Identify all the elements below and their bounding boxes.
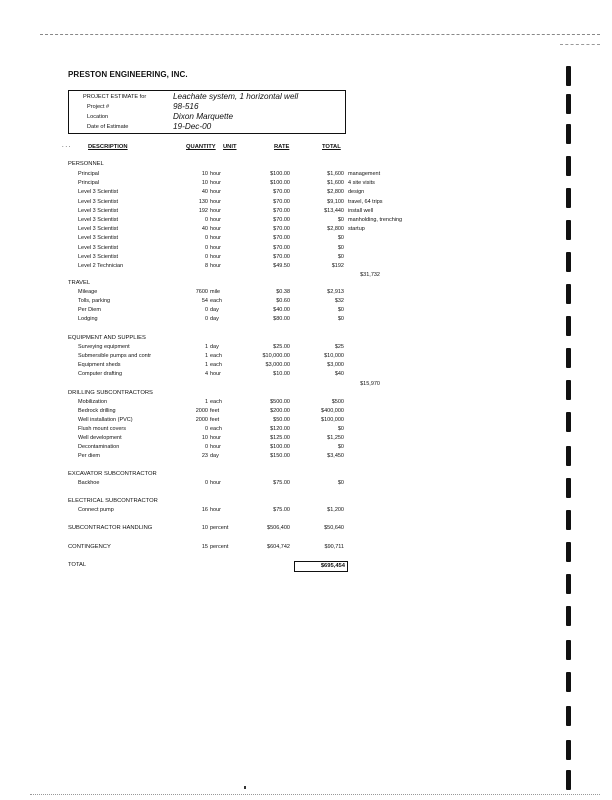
row-quantity: 0 (204, 316, 208, 322)
binding-mark (566, 574, 571, 594)
row-description: Well development (78, 435, 122, 441)
row-description: Level 3 Scientist (78, 244, 119, 251)
row-note: startup (348, 226, 365, 233)
binding-mark (566, 412, 571, 432)
row-description: Connect pump (78, 507, 114, 513)
row-unit: day (210, 344, 219, 350)
row-rate: $70.00 (273, 253, 290, 260)
row-description: Level 3 Scientist (78, 226, 119, 233)
row-unit: hour (210, 207, 222, 214)
row-quantity: 54 (201, 298, 208, 304)
row-description: Principal (78, 171, 100, 177)
table-row (0, 435, 612, 444)
header-rate: RATE (274, 144, 290, 150)
row-total: $0 (337, 235, 344, 242)
binding-mark (566, 94, 571, 114)
header-total: TOTAL (322, 144, 341, 150)
row-unit: each (210, 399, 222, 405)
section-title: EXCAVATOR SUBCONTRACTOR (68, 471, 157, 477)
table-row (0, 217, 612, 226)
row-description: Decontamination (78, 444, 120, 450)
row-quantity: 192 (198, 207, 208, 214)
row-quantity: 40 (201, 226, 208, 233)
row-quantity: 1 (204, 362, 208, 368)
table-row (0, 444, 612, 453)
row-unit: day (210, 307, 219, 313)
table-row (0, 171, 612, 180)
row-total: $0 (337, 480, 344, 486)
row-quantity: 0 (204, 217, 208, 223)
row-description: Level 3 Scientist (78, 217, 119, 223)
row-quantity: 1 (204, 353, 208, 359)
row-quantity: 4 (204, 371, 208, 377)
row-rate: $120.00 (270, 426, 290, 432)
row-quantity: 2000 (195, 417, 208, 423)
row-description: Surveying equipment (78, 344, 130, 350)
row-quantity: 10 (201, 171, 208, 177)
summary-quantity: 10 (201, 525, 208, 531)
table-row (0, 254, 612, 263)
row-total: $0 (337, 316, 344, 322)
row-total: $400,000 (321, 408, 344, 414)
row-total: $3,000 (327, 362, 344, 368)
row-note: design (348, 189, 365, 196)
binding-mark (566, 478, 571, 498)
row-unit: day (210, 316, 219, 322)
row-total: $13,440 (324, 207, 344, 214)
row-description: Tolls, parking (78, 298, 111, 304)
row-rate: $100.00 (270, 171, 290, 177)
row-total: $2,800 (327, 189, 344, 196)
info-label: Date of Estimate (87, 124, 129, 130)
row-unit: hour (210, 189, 222, 196)
table-row (0, 344, 612, 353)
row-quantity: 0 (204, 307, 208, 313)
header-description: DESCRIPTION (88, 144, 128, 150)
header-leader-dots: . . . (62, 143, 71, 149)
row-description: Computer drafting (78, 371, 123, 377)
row-quantity: 8 (204, 263, 208, 269)
row-total: $9,100 (327, 198, 344, 205)
table-row (0, 263, 612, 272)
binding-mark (566, 672, 571, 692)
row-note: install well (348, 207, 374, 214)
table-row (0, 289, 612, 298)
row-quantity: 23 (201, 453, 208, 459)
row-quantity: 0 (204, 235, 208, 242)
binding-mark (566, 316, 571, 336)
row-unit: hour (210, 371, 222, 377)
row-note: manholding, trenching (348, 217, 403, 223)
scan-edge-top-right (560, 44, 600, 45)
row-description: Level 3 Scientist (78, 207, 119, 214)
scan-edge-bottom (30, 794, 600, 795)
row-unit: hour (210, 198, 222, 205)
binding-mark (566, 640, 571, 660)
section-title: PERSONNEL (68, 161, 104, 167)
info-label: Project # (87, 104, 110, 110)
row-quantity: 1 (204, 344, 208, 350)
header-quantity: QUANTITY (186, 144, 216, 150)
table-row (0, 245, 612, 254)
row-note: 4 site visits (348, 180, 375, 187)
row-unit: hour (210, 507, 222, 513)
row-total: $25 (334, 344, 344, 350)
binding-mark (566, 284, 571, 304)
row-rate: $70.00 (273, 235, 290, 242)
grand-total-value: $695,454 (320, 563, 345, 569)
info-row-date (69, 122, 345, 132)
row-total: $0 (337, 217, 344, 223)
binding-mark (566, 740, 571, 760)
table-row (0, 408, 612, 417)
row-quantity: 16 (201, 507, 208, 513)
scan-mark (244, 786, 246, 789)
row-quantity: 10 (201, 180, 208, 187)
row-rate: $70.00 (273, 207, 290, 214)
row-total: $1,600 (327, 180, 344, 187)
row-description: Flush mount covers (78, 426, 126, 432)
row-total: $40 (334, 371, 344, 377)
row-rate: $25.00 (273, 344, 290, 350)
grand-total-label: TOTAL (68, 562, 87, 568)
header-unit: UNIT (223, 144, 237, 150)
row-total: $2,913 (327, 289, 344, 295)
row-description: Mobilization (78, 399, 108, 405)
summary-rate: $604,742 (267, 544, 290, 550)
row-total: $100,000 (321, 417, 344, 423)
table-row (0, 180, 612, 189)
row-unit: hour (210, 480, 222, 486)
table-row (0, 307, 612, 316)
binding-mark (566, 706, 571, 726)
summary-total: $50,640 (324, 525, 344, 531)
table-row (0, 371, 612, 380)
row-unit: hour (210, 244, 222, 251)
row-rate: $3,000.00 (265, 362, 290, 368)
row-rate: $49.50 (273, 263, 290, 269)
info-value: 98-516 (173, 102, 199, 111)
subtotal-personnel: $31,732 (360, 272, 380, 278)
binding-mark (566, 510, 571, 530)
row-rate: $125.00 (270, 435, 290, 441)
row-unit: day (210, 453, 219, 459)
info-row-project-number (69, 102, 345, 112)
row-description: Level 3 Scientist (78, 189, 119, 196)
row-rate: $70.00 (273, 217, 290, 223)
row-rate: $40.00 (273, 307, 290, 313)
binding-mark (566, 124, 571, 144)
table-row (0, 480, 612, 489)
row-rate: $200.00 (270, 408, 290, 414)
row-quantity: 0 (204, 444, 208, 450)
row-description: Lodging (78, 316, 98, 322)
summary-row (0, 544, 612, 553)
row-rate: $150.00 (270, 453, 290, 459)
row-quantity: 10 (201, 435, 208, 441)
row-quantity: 0 (204, 480, 208, 486)
binding-mark (566, 606, 571, 626)
section-title: EQUIPMENT AND SUPPLIES (68, 335, 146, 341)
table-row (0, 417, 612, 426)
row-total: $2,800 (327, 226, 344, 233)
row-description: Submersible pumps and contr (78, 353, 152, 359)
row-unit: hour (210, 435, 222, 441)
row-unit: mile (210, 289, 221, 295)
grand-total-box (294, 561, 348, 572)
row-total: $0 (337, 307, 344, 313)
summary-unit: percent (210, 544, 229, 550)
binding-mark (566, 446, 571, 466)
row-description: Well installation (PVC) (78, 417, 133, 423)
row-description: Level 3 Scientist (78, 253, 119, 260)
row-total: $192 (331, 263, 344, 269)
binding-mark (566, 188, 571, 208)
row-description: Per diem (78, 453, 101, 459)
subtotal-travel-equipment: $15,970 (360, 381, 380, 387)
row-quantity: 0 (204, 426, 208, 432)
row-description: Mileage (78, 289, 98, 295)
row-total: $0 (337, 426, 344, 432)
row-total: $0 (337, 253, 344, 260)
row-unit: hour (210, 253, 222, 260)
row-note: travel, 64 trips (348, 198, 383, 205)
scan-edge-top (40, 34, 600, 35)
row-quantity: 2000 (195, 408, 208, 414)
table-row (0, 316, 612, 325)
row-total: $500 (331, 399, 344, 405)
row-quantity: 0 (204, 253, 208, 260)
row-quantity: 40 (201, 189, 208, 196)
info-value: Dixon Marquette (173, 112, 234, 121)
table-row (0, 353, 612, 362)
summary-label: SUBCONTRACTOR HANDLING (68, 525, 153, 531)
row-unit: hour (210, 444, 222, 450)
binding-mark (566, 66, 571, 86)
row-quantity: 7600 (195, 289, 208, 295)
table-row (0, 208, 612, 217)
row-unit: feet (210, 408, 220, 414)
row-total: $32 (334, 298, 344, 304)
row-description: Equipment sheds (78, 362, 121, 368)
summary-row (0, 525, 612, 534)
summary-total: $90,711 (324, 544, 344, 550)
binding-mark (566, 252, 571, 272)
section-title: TRAVEL (68, 280, 91, 286)
table-row (0, 298, 612, 307)
row-rate: $0.38 (276, 289, 290, 295)
company-name: PRESTON ENGINEERING, INC. (68, 70, 188, 79)
project-info-box (68, 90, 346, 134)
row-note: management (348, 171, 381, 177)
table-row (0, 226, 612, 235)
row-rate: $80.00 (273, 316, 290, 322)
binding-mark (566, 220, 571, 240)
table-row (0, 199, 612, 208)
row-unit: each (210, 362, 222, 368)
row-rate: $70.00 (273, 244, 290, 251)
row-unit: hour (210, 263, 222, 269)
info-value: 19-Dec-00 (173, 122, 212, 131)
info-label: Location (87, 114, 109, 120)
row-description: Backhoe (78, 480, 100, 486)
binding-mark (566, 542, 571, 562)
info-row-location (69, 112, 345, 122)
row-description: Level 3 Scientist (78, 198, 119, 205)
summary-quantity: 15 (201, 544, 208, 550)
table-row (0, 507, 612, 516)
info-value: Leachate system, 1 horizontal well (173, 92, 299, 101)
table-row (0, 426, 612, 435)
binding-mark (566, 156, 571, 176)
row-total: $1,200 (327, 507, 344, 513)
row-unit: hour (210, 171, 222, 177)
table-row (0, 235, 612, 244)
binding-mark (566, 770, 571, 790)
table-row (0, 453, 612, 462)
summary-unit: percent (210, 525, 229, 531)
row-description: Principal (78, 180, 100, 187)
row-rate: $100.00 (270, 180, 290, 187)
row-total: $0 (337, 244, 344, 251)
table-row (0, 189, 612, 198)
row-rate: $70.00 (273, 189, 290, 196)
row-rate: $0.60 (276, 298, 290, 304)
section-title: DRILLING SUBCONTRACTORS (68, 390, 153, 396)
table-row (0, 362, 612, 371)
summary-rate: $506,400 (267, 525, 290, 531)
binding-mark (566, 380, 571, 400)
row-rate: $70.00 (273, 226, 290, 233)
row-quantity: 130 (198, 198, 208, 205)
row-unit: each (210, 426, 222, 432)
info-row-estimate (69, 92, 345, 102)
binding-mark (566, 348, 571, 368)
row-total: $3,450 (327, 453, 344, 459)
row-rate: $10.00 (273, 371, 290, 377)
row-unit: hour (210, 235, 222, 242)
row-total: $1,250 (327, 435, 344, 441)
table-row (0, 399, 612, 408)
row-rate: $70.00 (273, 198, 290, 205)
summary-label: CONTINGENCY (68, 544, 111, 550)
row-rate: $75.00 (273, 507, 290, 513)
section-title: ELECTRICAL SUBCONTRACTOR (68, 498, 158, 504)
row-unit: hour (210, 226, 222, 233)
row-unit: each (210, 353, 222, 359)
row-rate: $100.00 (270, 444, 290, 450)
row-total: $1,600 (327, 171, 344, 177)
row-unit: each (210, 298, 222, 304)
row-description: Bedrock drilling (78, 408, 116, 414)
row-unit: hour (210, 217, 222, 223)
info-label: PROJECT ESTIMATE for (83, 94, 147, 100)
row-description: Level 2 Technician (78, 263, 124, 269)
row-unit: feet (210, 417, 220, 423)
row-description: Per Diem (78, 307, 101, 313)
row-description: Level 3 Scientist (78, 235, 119, 242)
row-rate: $500.00 (270, 399, 290, 405)
row-unit: hour (210, 180, 222, 187)
row-quantity: 1 (204, 399, 208, 405)
row-total: $0 (337, 444, 344, 450)
row-rate: $50.00 (273, 417, 290, 423)
row-quantity: 0 (204, 244, 208, 251)
row-total: $10,000 (324, 353, 344, 359)
row-rate: $10,000.00 (262, 353, 290, 359)
row-rate: $75.00 (273, 480, 290, 486)
